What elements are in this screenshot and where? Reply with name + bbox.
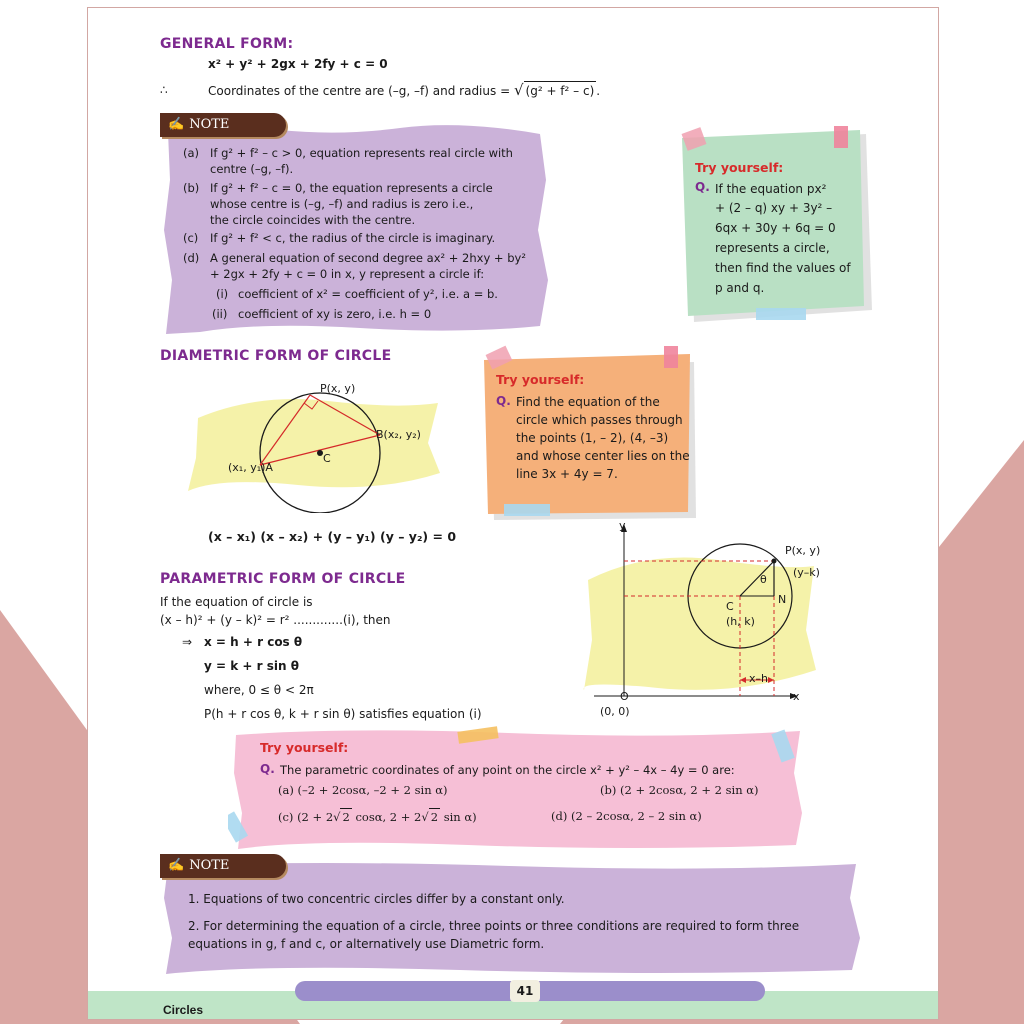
parametric-arrow: ⇒ xyxy=(182,635,193,649)
sqrt-sign: √ xyxy=(421,810,429,824)
note1-d-label: (d) xyxy=(183,251,200,265)
note1-b-line3: the circle coincides with the centre. xyxy=(210,213,416,227)
sqrt-sign: √ xyxy=(513,81,524,99)
parametric-graph xyxy=(578,520,821,720)
therefore-symbol: ∴ xyxy=(160,83,168,97)
graph-xh-label: x–h xyxy=(749,672,768,685)
note2-item2-line2: equations in g, f and c, or alternatively use Diametric form. xyxy=(188,937,545,951)
try3-option-d: (d) (2 – 2cosα, 2 – 2 sin α) xyxy=(551,809,702,823)
try1-line1: If the equation px² xyxy=(715,182,827,196)
note1-d-line2: + 2gx + 2fy + c = 0 in x, y represent a circle if: xyxy=(210,267,485,281)
note1-d-line1: A general equation of second degree ax² + 2hxy + by² xyxy=(210,251,526,265)
note1-a-line2: centre (–g, –f). xyxy=(210,162,294,176)
note2-tag xyxy=(160,854,286,878)
diametric-heading: DIAMETRIC FORM OF CIRCLE xyxy=(160,348,392,364)
try2-line2: circle which passes through xyxy=(516,413,683,427)
try2-line3: the points (1, – 2), (4, –3) xyxy=(516,431,669,445)
try1-line3: 6qx + 30y + 6q = 0 xyxy=(715,221,836,235)
graph-theta-label: θ xyxy=(760,573,767,586)
option-c-part1: (c) (2 + 2 xyxy=(278,810,334,824)
diametric-figure xyxy=(178,373,448,513)
graph-hk-label: (h, k) xyxy=(726,615,755,628)
note1-sub-ii-label: (ii) xyxy=(212,307,228,321)
general-form-equation: x² + y² + 2gx + 2fy + c = 0 xyxy=(208,57,388,71)
diametric-b-label: B(x₂, y₂) xyxy=(376,428,421,441)
try1-line4: represents a circle, xyxy=(715,241,830,255)
note1-tag xyxy=(160,113,286,137)
try2-q-label: Q. xyxy=(496,394,511,408)
try2-line5: line 3x + 4y = 7. xyxy=(516,467,618,481)
option-c-part3: sin α) xyxy=(440,810,477,824)
note1-c-label: (c) xyxy=(183,231,199,245)
try3-question: The parametric coordinates of any point on the circle x² + y² – 4x – 4y = 0 are: xyxy=(280,763,735,777)
note1-sub-i-label: (i) xyxy=(216,287,229,301)
try3-option-b: (b) (2 + 2cosα, 2 + 2 sin α) xyxy=(600,783,759,797)
option-c-radicand2: 2 xyxy=(430,810,439,824)
try1-line6: p and q. xyxy=(715,281,765,295)
try1-q-label: Q. xyxy=(695,180,710,194)
parametric-y-equation: y = k + r sin θ xyxy=(204,659,299,673)
note1-b-line2: whose centre is (–g, –f) and radius is zero i.e., xyxy=(210,197,474,211)
diametric-c-label: C xyxy=(323,452,331,465)
sqrt-sign: √ xyxy=(333,810,341,824)
try2-line1: Find the equation of the xyxy=(516,395,660,409)
parametric-where: where, 0 ≤ θ < 2π xyxy=(204,683,314,697)
textbook-page xyxy=(87,7,939,1020)
centre-radius-statement xyxy=(208,81,600,100)
note1-b-label: (b) xyxy=(183,181,200,195)
option-c-part2: cosα, 2 + 2 xyxy=(351,810,422,824)
chapter-name: Circles xyxy=(163,1003,204,1017)
page-number: 41 xyxy=(510,980,540,1002)
general-form-heading: GENERAL FORM: xyxy=(160,36,294,52)
graph-origin-label: O xyxy=(620,690,629,703)
try3-option-a: (a) (–2 + 2cosα, –2 + 2 sin α) xyxy=(278,783,448,797)
radius-expression: (g² + f² – c) xyxy=(524,81,597,100)
note1-a-line1: If g² + f² – c > 0, equation represents real circle with xyxy=(210,146,513,160)
try3-heading: Try yourself: xyxy=(260,740,349,755)
parametric-x-equation: x = h + r cos θ xyxy=(204,635,303,649)
try3-q-label: Q. xyxy=(260,762,275,776)
parametric-point: P(h + r cos θ, k + r sin θ) satisfies equation (i) xyxy=(204,707,482,721)
parametric-heading: PARAMETRIC FORM OF CIRCLE xyxy=(160,571,406,587)
try2-heading: Try yourself: xyxy=(496,372,585,387)
note1-sub-ii-text: coefficient of xy is zero, i.e. h = 0 xyxy=(238,307,432,321)
note1-c-line1: If g² + f² < c, the radius of the circle is imaginary. xyxy=(210,231,496,245)
graph-origin-coords: (0, 0) xyxy=(600,705,630,718)
note2-item1: 1. Equations of two concentric circles differ by a constant only. xyxy=(188,892,565,906)
graph-p-label: P(x, y) xyxy=(785,544,821,557)
graph-x-axis-label: x xyxy=(793,690,800,703)
diametric-equation: (x – x₁) (x – x₂) + (y – y₁) (y – y₂) = 0 xyxy=(208,529,457,544)
try1-line2: + (2 – q) xy + 3y² – xyxy=(715,201,833,215)
option-c-radicand1: 2 xyxy=(342,810,350,824)
try1-heading: Try yourself: xyxy=(695,160,784,175)
try3-option-c xyxy=(278,808,477,826)
try2-line4: and whose center lies on the xyxy=(516,449,690,463)
pen-icon: ✍ xyxy=(168,858,185,873)
note2-tag-label: NOTE xyxy=(189,858,230,873)
graph-yk-label: (y–k) xyxy=(793,566,820,579)
graph-c-label: C xyxy=(726,600,734,613)
note2-item2-line1: 2. For determining the equation of a circle, three points or three conditions are required to form three xyxy=(188,919,800,933)
period: . xyxy=(596,84,601,98)
centre-text: Coordinates of the centre are (–g, –f) and radius = xyxy=(208,84,511,98)
parametric-line2: (x – h)² + (y – k)² = r² .............(i), then xyxy=(160,613,391,627)
note1-b-line1: If g² + f² – c = 0, the equation represents a circle xyxy=(210,181,493,195)
diametric-p-label: P(x, y) xyxy=(320,382,356,395)
try1-line5: then find the values of xyxy=(715,261,851,275)
diametric-a-label: (x₁, y₁)A xyxy=(228,461,273,474)
graph-y-axis-label: y xyxy=(619,519,626,532)
pen-icon: ✍ xyxy=(168,117,185,132)
note1-tag-label: NOTE xyxy=(189,117,230,132)
note1-a-label: (a) xyxy=(183,146,200,160)
graph-n-label: N xyxy=(778,593,787,606)
parametric-line1: If the equation of circle is xyxy=(160,595,313,609)
note1-sub-i-text: coefficient of x² = coefficient of y², i.e. a = b. xyxy=(238,287,498,301)
